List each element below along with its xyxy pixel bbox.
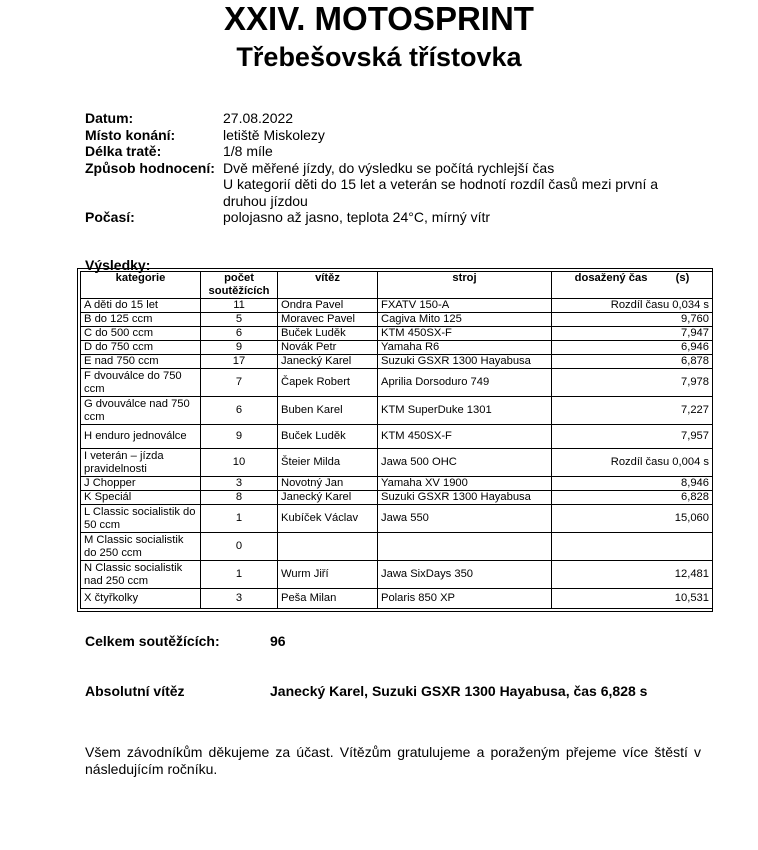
col-header-machine: stroj — [378, 272, 552, 299]
cell-time — [552, 533, 713, 561]
cell-winner: Šteier Milda — [278, 449, 378, 477]
cell-time: 15,060 — [552, 505, 713, 533]
info-value: 1/8 míle — [223, 143, 273, 159]
page-subtitle: Třebešovská třístovka — [236, 42, 522, 72]
table-header-row — [81, 272, 713, 299]
table-row — [81, 533, 713, 561]
cell-machine: Yamaha R6 — [378, 341, 552, 355]
info-label: Počasí: — [85, 209, 135, 225]
cell-time: 7,947 — [552, 327, 713, 341]
table-row — [81, 491, 713, 505]
winner-label: Absolutní vítěz — [85, 683, 185, 699]
cell-category: H enduro jednoválce — [81, 425, 201, 449]
cell-time: 7,978 — [552, 369, 713, 397]
cell-machine: KTM 450SX-F — [378, 327, 552, 341]
cell-time: 6,878 — [552, 355, 713, 369]
cell-machine: Jawa 550 — [378, 505, 552, 533]
cell-count: 5 — [201, 313, 278, 327]
total-label: Celkem soutěžících: — [85, 633, 220, 649]
cell-winner: Buček Luděk — [278, 327, 378, 341]
cell-time: 6,946 — [552, 341, 713, 355]
cell-winner: Moravec Pavel — [278, 313, 378, 327]
cell-count: 1 — [201, 561, 278, 589]
table-row — [81, 449, 713, 477]
table-row — [81, 355, 713, 369]
info-value: polojasno až jasno, teplota 24°C, mírný vítr — [223, 209, 491, 225]
cell-time: Rozdíl času 0,004 s — [552, 449, 713, 477]
cell-machine: Polaris 850 XP — [378, 589, 552, 609]
cell-count: 1 — [201, 505, 278, 533]
info-label — [85, 176, 223, 209]
info-value: Dvě měřené jízdy, do výsledku se počítá rychlejší čas — [223, 159, 555, 176]
cell-count: 0 — [201, 533, 278, 561]
cell-time: Rozdíl času 0,034 s — [552, 299, 713, 313]
col-header-time-unit: (s) — [675, 272, 690, 284]
cell-machine: Cagiva Mito 125 — [378, 313, 552, 327]
cell-winner: Janecký Karel — [278, 355, 378, 369]
cell-category: C do 500 ccm — [81, 327, 201, 341]
cell-winner: Ondra Pavel — [278, 299, 378, 313]
results-table — [80, 271, 713, 609]
cell-category: X čtyřkolky — [81, 589, 201, 609]
table-row — [81, 341, 713, 355]
col-header-time — [552, 272, 713, 299]
total-value: 96 — [270, 633, 286, 649]
cell-winner: Čapek Robert — [278, 369, 378, 397]
winner-summary — [85, 683, 648, 699]
event-info — [85, 110, 683, 226]
cell-category: N Classic socialistik nad 250 ccm — [81, 561, 201, 589]
info-value: U kategorií děti do 15 let a veterán se hodnotí rozdíl časů mezi první a druhou jízdou — [223, 176, 659, 209]
cell-count: 17 — [201, 355, 278, 369]
table-row — [81, 425, 713, 449]
cell-machine: KTM 450SX-F — [378, 425, 552, 449]
table-row — [81, 369, 713, 397]
cell-category: J Chopper — [81, 477, 201, 491]
table-row — [81, 561, 713, 589]
cell-winner: Kubíček Václav — [278, 505, 378, 533]
col-header-time-label: dosažený čas — [574, 272, 648, 284]
cell-machine: Jawa SixDays 350 — [378, 561, 552, 589]
cell-machine: Yamaha XV 1900 — [378, 477, 552, 491]
results-heading: Výsledky: — [85, 257, 151, 273]
table-row — [81, 477, 713, 491]
cell-machine: Suzuki GSXR 1300 Hayabusa — [378, 355, 552, 369]
col-header-winner: vítěz — [278, 272, 378, 299]
table-row — [81, 299, 713, 313]
cell-machine — [378, 533, 552, 561]
cell-category: B do 125 ccm — [81, 313, 201, 327]
cell-winner: Buček Luděk — [278, 425, 378, 449]
cell-time: 9,760 — [552, 313, 713, 327]
info-row-length — [85, 143, 683, 160]
cell-time: 7,957 — [552, 425, 713, 449]
table-row — [81, 397, 713, 425]
cell-count: 6 — [201, 327, 278, 341]
col-header-count: počet soutěžících — [201, 272, 278, 299]
cell-count: 9 — [201, 341, 278, 355]
cell-winner: Janecký Karel — [278, 491, 378, 505]
info-row-scoring — [85, 160, 683, 177]
info-label: Datum: — [85, 110, 134, 126]
cell-count: 3 — [201, 477, 278, 491]
cell-time: 10,531 — [552, 589, 713, 609]
cell-count: 9 — [201, 425, 278, 449]
cell-category: A děti do 15 let — [81, 299, 201, 313]
cell-category: M Classic socialistik do 250 ccm — [81, 533, 201, 561]
cell-winner: Peša Milan — [278, 589, 378, 609]
winner-value: Janecký Karel, Suzuki GSXR 1300 Hayabusa, čas 6,828 s — [270, 683, 648, 699]
cell-category: D do 750 ccm — [81, 341, 201, 355]
info-value: 27.08.2022 — [223, 110, 294, 126]
page-title: XXIV. MOTOSPRINT — [224, 0, 534, 37]
cell-count: 3 — [201, 589, 278, 609]
info-label: Délka tratě: — [85, 143, 162, 159]
table-row — [81, 589, 713, 609]
table-row — [81, 327, 713, 341]
cell-count: 6 — [201, 397, 278, 425]
info-row-location — [85, 127, 683, 144]
cell-winner: Wurm Jiří — [278, 561, 378, 589]
cell-machine: KTM SuperDuke 1301 — [378, 397, 552, 425]
cell-winner: Buben Karel — [278, 397, 378, 425]
info-row-weather — [85, 209, 683, 226]
cell-time: 8,946 — [552, 477, 713, 491]
cell-category: G dvouválce nad 750 ccm — [81, 397, 201, 425]
cell-time: 12,481 — [552, 561, 713, 589]
info-row-scoring-note — [85, 176, 683, 209]
cell-time: 7,227 — [552, 397, 713, 425]
cell-count: 11 — [201, 299, 278, 313]
total-summary — [85, 633, 286, 649]
cell-machine: Suzuki GSXR 1300 Hayabusa — [378, 491, 552, 505]
table-row — [81, 313, 713, 327]
cell-machine: Aprilia Dorsoduro 749 — [378, 369, 552, 397]
col-header-category: kategorie — [81, 272, 201, 299]
table-row — [81, 505, 713, 533]
cell-category: L Classic socialistik do 50 ccm — [81, 505, 201, 533]
closing-text: Všem závodníkům děkujeme za účast. Vítězům gratulujeme a poraženým přejeme více štěstí v následujícím ročníku. — [85, 744, 701, 777]
cell-category: I veterán – jízda pravidelnosti — [81, 449, 201, 477]
cell-time: 6,828 — [552, 491, 713, 505]
cell-count: 10 — [201, 449, 278, 477]
cell-category: E nad 750 ccm — [81, 355, 201, 369]
cell-count: 8 — [201, 491, 278, 505]
cell-winner: Novák Petr — [278, 341, 378, 355]
cell-winner: Novotný Jan — [278, 477, 378, 491]
cell-category: K Speciál — [81, 491, 201, 505]
info-row-date — [85, 110, 683, 127]
cell-machine: FXATV 150-A — [378, 299, 552, 313]
info-label: Místo konání: — [85, 126, 176, 143]
cell-count: 7 — [201, 369, 278, 397]
cell-winner — [278, 533, 378, 561]
cell-category: F dvouválce do 750 ccm — [81, 369, 201, 397]
info-value: letiště Miskolezy — [223, 126, 325, 143]
cell-machine: Jawa 500 OHC — [378, 449, 552, 477]
info-label: Způsob hodnocení: — [85, 159, 215, 176]
